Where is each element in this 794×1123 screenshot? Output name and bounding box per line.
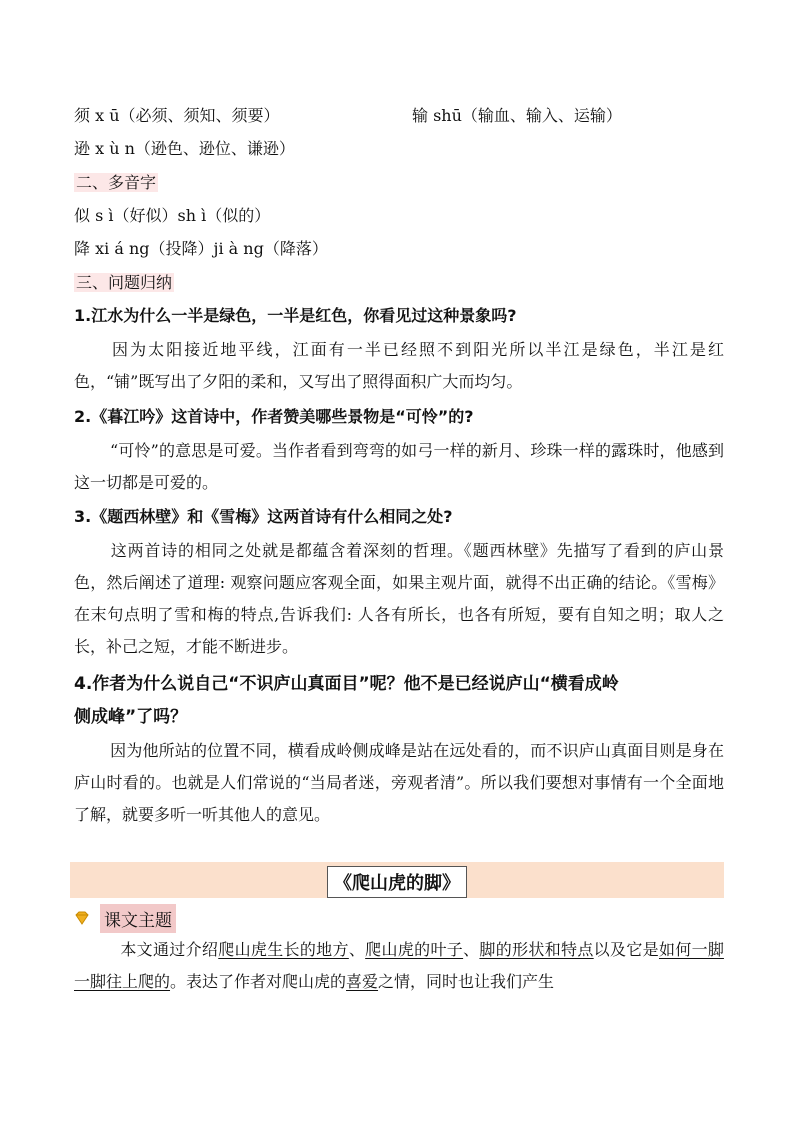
question-4-line-1: 4.作者为什么说自己“不识庐山真面目”呢？他不是已经说庐山“横看成岭 bbox=[74, 674, 619, 694]
answer-text: 因为他所站的位置不同，横看成岭侧成峰是站在远处看的，而不识庐山真面目则是身在庐山时看的。也就是人们常说的“当局者迷，旁观者清”。所以我们要想对事情有一个全面地了解，就要多听一听其他人的意见。 bbox=[74, 741, 724, 824]
answer-2 bbox=[74, 435, 724, 499]
answer-text: “可怜”的意思是可爱。当作者看到弯弯的如弓一样的新月、珍珠一样的露珠时，他感到这一切都是可爱的。 bbox=[74, 441, 724, 492]
question-2: 2.《暮江吟》这首诗中，作者赞美哪些景物是“可怜”的? bbox=[74, 407, 474, 426]
theme-underlined: 脚的形状和特点 bbox=[479, 940, 594, 959]
section-heading-questions bbox=[74, 272, 174, 294]
answer-text: 因为太阳接近地平线，江面有一半已经照不到阳光所以半江是绿色，半江是红色，“铺”既写出了夕阳的柔和，又写出了照得面积广大而均匀。 bbox=[74, 340, 724, 391]
theme-underlined: 如何一脚一脚往上爬的 bbox=[74, 940, 724, 991]
answer-text: 这两首诗的相同之处就是都蕴含着深刻的哲理。《题西林壁》先描写了看到的庐山景色，然后阐述了道理: 观察问题应客观全面，如果主观片面，就得不出正确的结论。《雪梅》在末句点明了雪和梅的特点,告诉我们: 人各有所长，也各有所短，要有自知之明；取人之长，补己之短，才能不断进步。 bbox=[74, 541, 724, 656]
topic-label: 课文主题 bbox=[100, 904, 176, 933]
vocab-xu: 须 x ū（必须、须知、须要） bbox=[74, 106, 280, 125]
theme-text: 。表达了作者对爬山虎的 bbox=[170, 972, 347, 991]
answer-4 bbox=[74, 735, 724, 831]
lesson-banner bbox=[70, 862, 724, 898]
gem-icon bbox=[74, 910, 90, 926]
topic-heading bbox=[74, 905, 176, 931]
theme-text: 之情，同时也让我们产生 bbox=[378, 972, 555, 991]
theme-underlined: 爬山虎生长的地方 bbox=[218, 940, 349, 959]
lesson-title: 《爬山虎的脚》 bbox=[327, 866, 467, 898]
theme-paragraph bbox=[74, 934, 724, 998]
theme-text: 、 bbox=[463, 940, 480, 959]
section-heading-polyphonic bbox=[74, 172, 158, 194]
answer-1 bbox=[74, 334, 724, 398]
section-heading-text: 二、多音字 bbox=[76, 173, 157, 192]
theme-text: 本文通过介绍 bbox=[120, 940, 219, 959]
theme-text: 、 bbox=[348, 940, 366, 959]
polyphonic-item: 似 s ì（好似）sh ì（似的） bbox=[74, 206, 271, 225]
polyphonic-item: 降 xi á ng（投降）ji à ng（降落） bbox=[74, 239, 328, 258]
answer-3 bbox=[74, 535, 724, 663]
theme-text: 以及它是 bbox=[593, 940, 659, 959]
vocab-shu: 输 shū（输血、输入、运输） bbox=[412, 106, 622, 125]
question-1: 1.江水为什么一半是绿色，一半是红色，你看见过这种景象吗? bbox=[74, 306, 517, 325]
question-3: 3.《题西林壁》和《雪梅》这两首诗有什么相同之处? bbox=[74, 507, 453, 526]
theme-underlined: 喜爱 bbox=[346, 972, 379, 991]
question-4-line-2: 侧成峰”了吗？ bbox=[74, 707, 188, 727]
theme-underlined: 爬山虎的叶子 bbox=[365, 940, 464, 959]
vocab-xun: 逊 x ù n（逊色、逊位、谦逊） bbox=[74, 139, 295, 158]
section-heading-text: 三、问题归纳 bbox=[76, 273, 173, 292]
